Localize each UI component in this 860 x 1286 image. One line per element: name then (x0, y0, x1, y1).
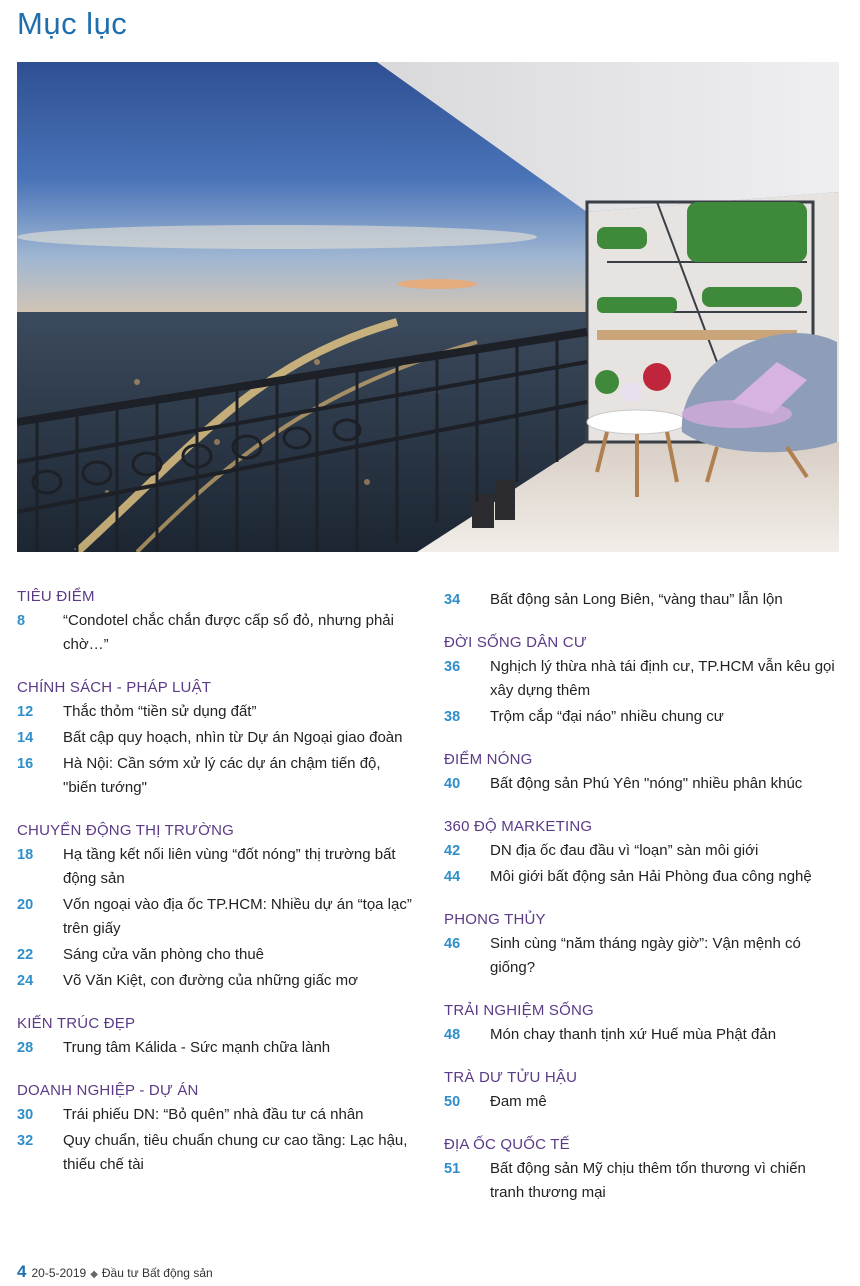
toc-entry[interactable] (444, 772, 844, 796)
page-ref: 48 (444, 1027, 461, 1043)
toc-entry[interactable] (17, 1103, 417, 1127)
page-title: Mục lục (17, 6, 128, 41)
article-title: Hạ tầng kết nối liên vùng “đốt nóng” thị trường bất động sản (63, 846, 396, 887)
toc-section (444, 1002, 844, 1047)
toc-section (17, 679, 417, 800)
article-title: Đam mê (490, 1093, 547, 1110)
page-ref: 28 (17, 1040, 34, 1056)
page-ref: 36 (444, 659, 461, 675)
article-title: DN địa ốc đau đầu vì “loạn” sàn môi giới (490, 842, 759, 859)
article-title: Sáng cửa văn phòng cho thuê (63, 946, 265, 963)
toc-section (444, 588, 844, 612)
page-ref: 50 (444, 1094, 461, 1110)
page-ref: 51 (444, 1161, 461, 1177)
toc-section (17, 588, 417, 657)
page-ref: 32 (17, 1133, 34, 1149)
toc-entry[interactable] (444, 1023, 844, 1047)
page-ref: 22 (17, 947, 34, 963)
section-title: CHÍNH SÁCH - PHÁP LUẬT (17, 679, 212, 696)
section-title: DOANH NGHIỆP - DỰ ÁN (17, 1082, 199, 1099)
toc-entry[interactable] (17, 609, 417, 657)
article-title: Hà Nội: Cần sớm xử lý các dự án chậm tiến độ, "biến tướng" (63, 755, 381, 796)
page-ref: 34 (444, 592, 461, 608)
article-title: Bất động sản Long Biên, “vàng thau” lẫn lộn (490, 591, 783, 608)
page-ref: 14 (17, 730, 34, 746)
toc-entry[interactable] (17, 943, 417, 967)
section-title: TRẢI NGHIỆM SỐNG (444, 1002, 594, 1019)
page-footer (17, 1262, 213, 1282)
section-title: CHUYỂN ĐỘNG THỊ TRƯỜNG (17, 822, 235, 839)
toc-entry[interactable] (17, 893, 417, 941)
toc-section (444, 911, 844, 980)
toc-entry[interactable] (17, 700, 417, 724)
toc-entry[interactable] (444, 705, 844, 729)
toc-entry[interactable] (17, 843, 417, 891)
article-title: Thắc thỏm “tiền sử dụng đất” (63, 703, 257, 720)
hero-image (17, 62, 839, 552)
section-title: PHONG THỦY (444, 911, 546, 928)
page-ref: 46 (444, 936, 461, 952)
toc-entry[interactable] (17, 726, 417, 750)
page-ref: 12 (17, 704, 34, 720)
section-title: ĐIỂM NÓNG (444, 751, 533, 768)
toc-entry[interactable] (444, 839, 844, 863)
page-ref: 38 (444, 709, 461, 725)
toc-entry[interactable] (444, 1157, 844, 1205)
toc-entry[interactable] (17, 1129, 417, 1177)
section-title: TIÊU ĐIỂM (17, 588, 95, 605)
article-title: Trung tâm Kálida - Sức mạnh chữa lành (63, 1039, 331, 1056)
toc-section (444, 1136, 844, 1205)
page-ref: 24 (17, 973, 34, 989)
section-title: TRÀ DƯ TỬU HẬU (444, 1069, 578, 1086)
toc-section (444, 1069, 844, 1114)
page-ref: 42 (444, 843, 461, 859)
section-title: ĐỊA ỐC QUỐC TẾ (444, 1136, 570, 1153)
toc-section (444, 818, 844, 889)
article-title: Bất động sản Phú Yên "nóng" nhiều phân khúc (490, 775, 803, 792)
article-title: “Condotel chắc chắn được cấp sổ đỏ, nhưng phải chờ…” (63, 612, 394, 653)
article-title: Quy chuẩn, tiêu chuẩn chung cư cao tầng: Lạc hậu, thiếu chế tài (63, 1132, 408, 1173)
article-title: Nghịch lý thừa nhà tái định cư, TP.HCM vẫn kêu gọi xây dựng thêm (490, 658, 835, 699)
article-title: Môi giới bất động sản Hải Phòng đua công nghệ (490, 868, 812, 885)
article-title: Món chay thanh tịnh xứ Huế mùa Phật đản (490, 1026, 777, 1043)
toc-entry[interactable] (444, 655, 844, 703)
page-ref: 30 (17, 1107, 34, 1123)
article-title: Bất động sản Mỹ chịu thêm tổn thương vì chiến tranh thương mại (490, 1160, 806, 1201)
toc-entry[interactable] (444, 932, 844, 980)
page-number: 4 (17, 1262, 27, 1281)
toc-entry[interactable] (444, 865, 844, 889)
page-ref: 16 (17, 756, 34, 772)
article-title: Võ Văn Kiệt, con đường của những giấc mơ (63, 972, 358, 989)
page-ref: 8 (17, 613, 26, 629)
page-ref: 44 (444, 869, 461, 885)
diamond-separator-icon: ◆ (90, 1269, 98, 1280)
article-title: Bất cập quy hoạch, nhìn từ Dự án Ngoại giao đoàn (63, 729, 403, 746)
section-title: ĐỜI SỐNG DÂN CƯ (444, 634, 587, 651)
toc-section (17, 1015, 417, 1060)
toc-entry[interactable] (17, 969, 417, 993)
publication-name: Đầu tư Bất động sản (101, 1266, 213, 1280)
issue-date: 20-5-2019 (31, 1266, 87, 1280)
toc-section (17, 1082, 417, 1177)
section-title: KIẾN TRÚC ĐẸP (17, 1015, 136, 1032)
article-title: Trái phiếu DN: “Bỏ quên” nhà đầu tư cá nhân (63, 1106, 364, 1123)
toc-entry[interactable] (444, 588, 844, 612)
toc-entry[interactable] (444, 1090, 844, 1114)
toc-section (444, 751, 844, 796)
page-ref: 40 (444, 776, 461, 792)
article-title: Sinh cùng “năm tháng ngày giờ”: Vận mệnh có giống? (490, 935, 801, 976)
toc-right-column (444, 588, 844, 1227)
article-title: Vốn ngoại vào địa ốc TP.HCM: Nhiều dự án “tọa lạc” trên giấy (63, 896, 412, 937)
page-ref: 18 (17, 847, 34, 863)
toc-entry[interactable] (17, 1036, 417, 1060)
article-title: Trộm cắp “đại náo” nhiều chung cư (490, 708, 724, 725)
toc-section (444, 634, 844, 729)
section-title: 360 ĐỘ MARKETING (444, 818, 593, 835)
toc-left-column (17, 588, 417, 1199)
page-ref: 20 (17, 897, 34, 913)
toc-entry[interactable] (17, 752, 417, 800)
toc-section (17, 822, 417, 993)
